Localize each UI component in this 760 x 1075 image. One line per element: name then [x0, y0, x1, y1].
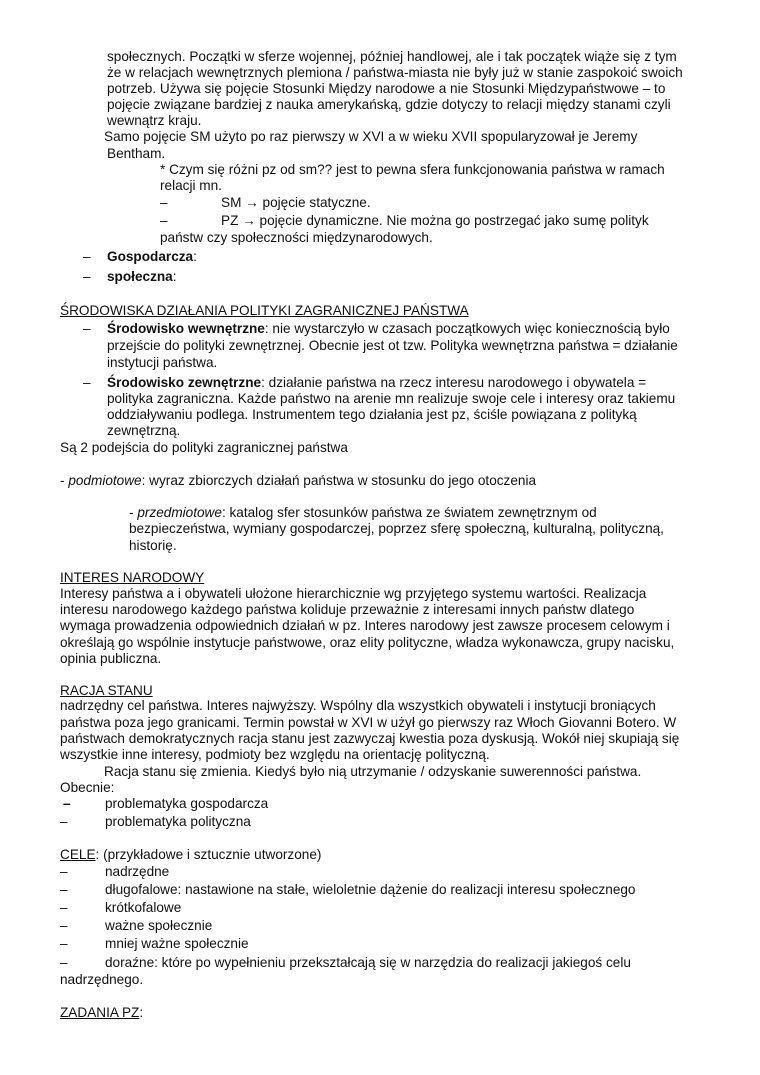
list-item-text: oddziaływaniu podlega. Instrumentem tego działania jest pz, ściśle powiązana z polityką [107, 407, 637, 422]
list-bullet: – [60, 814, 68, 829]
paragraph-line: państwa poza jego granicami. Termin powstał w XVI w użył go pierwszy raz Włoch Giovanni Botero. W [60, 715, 677, 730]
list-item [107, 269, 177, 285]
approach-text: : wyraz zbiorczych działań państwa w stosunku do jego otoczenia [141, 473, 537, 488]
approach-label: przedmiotowe [137, 505, 222, 520]
section-heading: INTERES NARODOWY [60, 570, 205, 585]
list-item-text: instytucji państwa. [107, 355, 218, 370]
paragraph-line: określają go wspólnie instytucje państwowe, oraz elity polityczne, władza wykonawcza, grupy nacisku, [60, 635, 675, 650]
pz-definition: PZ → pojęcie dynamiczne. Nie można go postrzegać jako sumę polityk [221, 213, 649, 228]
list-bullet: - [60, 473, 69, 488]
list-item-text: : [172, 269, 177, 284]
section-heading: RACJA STANU [60, 683, 153, 698]
question-line: * Czym się różni pz od sm?? jest to pewna sfera funkcjonowania państwa w ramach [160, 162, 665, 177]
list-item-text: nadrzędnego. [60, 972, 144, 987]
approach-label: podmiotowe [68, 473, 142, 488]
list-item-label: Środowisko zewnętrzne [107, 375, 262, 390]
approach-item [60, 473, 536, 489]
section-heading: ŚRODOWISKA DZIAŁANIA POLITYKI ZAGRANICZNEJ PAŃSTWA [60, 303, 469, 318]
paragraph-line: interesu narodowego każdego państwa koliduje przeważnie z interesami innych państw dlatego [60, 602, 635, 617]
list-item [107, 249, 197, 265]
list-item-text: : [193, 249, 197, 264]
list-item-text: przejście do polityki zewnętrznej. Obecnie jest ot tzw. Polityka wewnętrzna państwa = działanie [107, 338, 678, 353]
paragraph-line: Interesy państwa a i obywateli ułożone hierarchicznie wg przyjętego systemu wartości. Realizacja [60, 586, 647, 601]
list-item-text: doraźne: które po wypełnieniu przekształcają się w narzędzia do realizacji jakiegoś celu [105, 955, 631, 970]
approach-text: bezpieczeństwa, wymiany gospodarczej, poprzez sferę społeczną, kulturalną, polityczną, [129, 521, 664, 536]
list-item-text: problematyka gospodarcza [105, 796, 269, 811]
list-bullet: – [60, 882, 68, 897]
list-item-text: polityka zagraniczna. Każde państwo na arenie mn realizuje swoje cele i interesy oraz takiemu [107, 391, 676, 406]
sm-origin-line: Samo pojęcie SM użyto po raz pierwszy w XVI a w wieku XVII spopularyzował je Jeremy [104, 129, 638, 144]
paragraph-line: nadrzędny cel państwa. Interes najwyższy. Wspólny dla wszystkich obywateli i instytucji broniących [60, 698, 656, 713]
approach-text: : katalog sfer stosunków państwa ze światem zewnętrznym od [221, 505, 597, 520]
list-bullet: – [63, 796, 71, 811]
list-bullet: – [60, 918, 68, 933]
section-heading-note: : (przykładowe i sztucznie utworzone) [95, 847, 322, 862]
list-item-text: : działanie państwa na rzecz interesu narodowego i obywatela = [261, 375, 647, 390]
list-item-label: Gospodarcza [107, 249, 194, 264]
list-item [107, 375, 646, 391]
question-line: relacji mn. [160, 178, 222, 193]
list-bullet: – [83, 269, 91, 284]
list-bullet: - [129, 505, 138, 520]
list-bullet: – [160, 195, 168, 210]
list-bullet: – [60, 936, 68, 951]
list-item-text: ważne społecznie [105, 918, 213, 933]
section-heading-label: ZADANIA PZ [60, 1005, 140, 1020]
section-heading [60, 847, 321, 863]
section-heading-note: : [139, 1005, 144, 1020]
sm-definition: SM → pojęcie statyczne. [221, 195, 371, 210]
list-item-text: nadrzędne [105, 864, 170, 879]
list-item-label: społeczna [107, 269, 173, 284]
paragraph-line: państwach demokratycznych racja stanu jest zazwyczaj kwestia poza dyskusją. Wokół niej skupiają się [60, 731, 680, 746]
list-bullet: – [60, 900, 68, 915]
pz-definition: państw czy społeczności międzynarodowych. [160, 230, 433, 245]
approaches-line: Są 2 podejścia do polityki zagranicznej państwa [60, 440, 348, 455]
approach-item [129, 505, 597, 521]
list-item-text: problematyka polityczna [105, 814, 251, 829]
paragraph-line: wszystkie inne interesy, podmioty bez względu na orientację polityczną. [60, 747, 490, 762]
intro-line: społecznych. Początki w sferze wojennej, później handlowej, ale i tak początek wiąże się z tym [107, 49, 677, 64]
sm-origin-line: Bentham. [107, 146, 166, 161]
intro-line: potrzeb. Używa się pojęcie Stosunki Między narodowe a nie Stosunki Międzypaństwowe – to [107, 81, 666, 96]
list-item [83, 269, 91, 285]
list-bullet: – [60, 955, 68, 970]
list-bullet: – [83, 375, 91, 390]
list-bullet: – [83, 321, 91, 336]
list-item-text: mniej ważne społecznie [105, 936, 249, 951]
list-item-label: Środowisko wewnętrzne [107, 321, 265, 336]
section-heading-label: CELE [60, 847, 96, 862]
paragraph-line: Obecnie: [60, 780, 115, 795]
approach-text: historię. [129, 538, 177, 553]
list-bullet: – [60, 864, 68, 879]
list-bullet: – [160, 213, 168, 228]
intro-line: wewnątrz kraju. [107, 113, 202, 128]
list-item-text: zewnętrzną. [107, 423, 181, 438]
paragraph-line: opinia publiczna. [60, 651, 162, 666]
list-item-text: krótkofalowe [105, 900, 182, 915]
paragraph-line: wymaga prowadzenia odpowiednich działań w pz. Interes narodowy jest zawsze procesem celowym i [60, 618, 670, 633]
list-item [107, 321, 670, 337]
intro-line: że w relacjach wewnętrznych plemiona / państwa-miasta nie były już w stanie zaspokoić swoich [107, 65, 683, 80]
list-item-text: : nie wystarczyło w czasach początkowych więc koniecznością było [264, 321, 670, 336]
list-item [83, 249, 91, 265]
list-item-text: długofalowe: nastawione na stałe, wieloletnie dążenie do realizacji interesu społecznego [105, 882, 636, 897]
section-heading [60, 1005, 143, 1021]
paragraph-line: Racja stanu się zmienia. Kiedyś było nią utrzymanie / odzyskanie suwerenności państwa. [104, 764, 642, 779]
intro-line: pojęcie związane bardziej z nauka amerykańską, gdzie dotyczy to relacji między stanami czyli [107, 97, 671, 112]
list-bullet: – [83, 249, 91, 264]
